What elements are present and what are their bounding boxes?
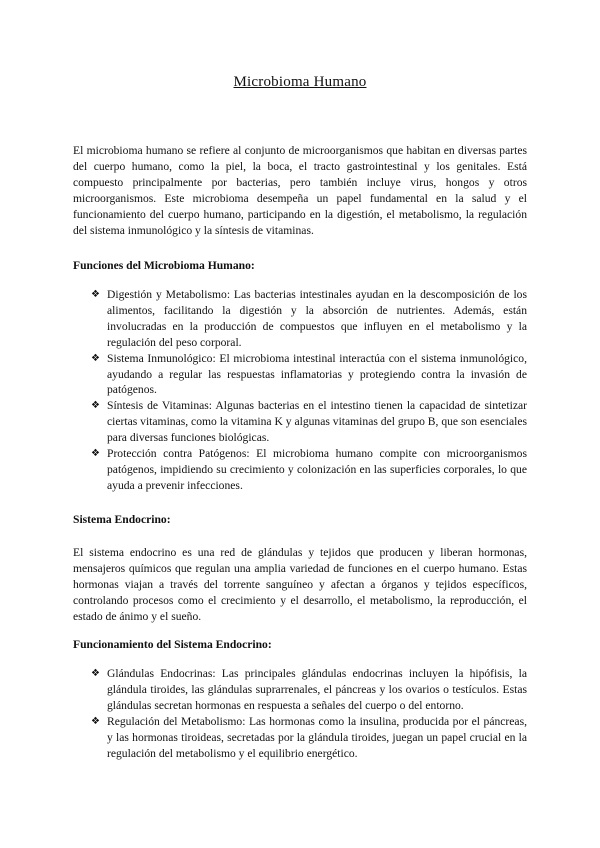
list-item: ❖ Protección contra Patógenos: El microbioma humano compite con microorganismos patógenos, impidiendo su crecimiento y colonización en las superficies corporales, lo que ayuda a prevenir infecciones.: [91, 447, 527, 492]
bullet-list: [73, 666, 527, 761]
section-sistema-endocrino: [73, 512, 527, 625]
diamond-bullet-icon: ❖: [91, 289, 100, 300]
list-item: ❖ Glándulas Endocrinas: Las principales glándulas endocrinas incluyen la hipófisis, la glándula tiroides, las glándulas suprarrenales, el páncreas y los ovarios o testículos. Estas glándulas secretan hormonas en respuesta a señales del cuerpo o del entorno.: [91, 667, 527, 712]
diamond-bullet-icon: ❖: [91, 668, 100, 679]
list-item: ❖ Digestión y Metabolismo: Las bacterias intestinales ayudan en la descomposición de los alimentos, facilitando la digestión y la absorción de nutrientes. Además, están involucradas en la producción de compuestos que influyen en el metabolismo y la regulación del peso corporal.: [91, 288, 527, 349]
list-item: ❖ Sistema Inmunológico: El microbioma intestinal interactúa con el sistema inmunológico, ayudando a regular las respuestas inflamatorias y protegiendo contra la invasión de patógenos.: [91, 351, 527, 397]
list-item: ❖ Regulación del Metabolismo: Las hormonas como la insulina, producida por el páncreas, y las hormonas tiroideas, secretadas por la glándula tiroides, juegan un papel crucial en la regulación del metabolismo y el equilibrio energético.: [91, 714, 527, 760]
section-heading: Sistema Endocrino:: [73, 513, 171, 526]
intro-section: [73, 143, 527, 238]
document-title: Microbioma Humano: [233, 74, 367, 90]
bullet-list: [73, 287, 527, 494]
diamond-bullet-icon: ❖: [91, 448, 100, 460]
section-microbioma-functions: [73, 258, 527, 494]
diamond-bullet-icon: ❖: [91, 352, 100, 364]
section-funcionamiento-endocrino: [73, 637, 527, 761]
section-heading: Funcionamiento del Sistema Endocrino:: [73, 638, 272, 651]
diamond-bullet-icon: ❖: [91, 400, 100, 412]
list-item: ❖ Síntesis de Vitaminas: Algunas bacterias en el intestino tienen la capacidad de sintetizar ciertas vitaminas, como la vitamina K y algunas vitaminas del grupo B, que son esenciales para diversas funciones biológicas.: [91, 399, 527, 445]
section-heading: Funciones del Microbioma Humano:: [73, 259, 255, 272]
intro-paragraph: El microbioma humano se refiere al conjunto de microorganismos que habitan en diversas partes del cuerpo humano, como la piel, la boca, el tracto gastrointestinal y los genitales. Está compuesto principalmente por bacterias, pero también incluye virus, hongos y otros microorganismos. Este microbioma desempeña un papel fundamental en la salud y el funcionamiento del cuerpo humano, participando en la digestión, el metabolismo, la regulación del sistema inmunológico y la síntesis de vitaminas.: [73, 144, 527, 237]
endocrine-paragraph: El sistema endocrino es una red de glándulas y tejidos que producen y liberan hormonas, mensajeros químicos que regulan una amplia variedad de funciones en el cuerpo humano. Estas hormonas viajan a través del torrente sanguíneo y afectan a órganos y tejidos específicos, controlando procesos como el crecimiento y el desarrollo, el metabolismo, la reproducción, el estado de ánimo y el sueño.: [73, 546, 527, 623]
diamond-bullet-icon: ❖: [91, 715, 100, 727]
